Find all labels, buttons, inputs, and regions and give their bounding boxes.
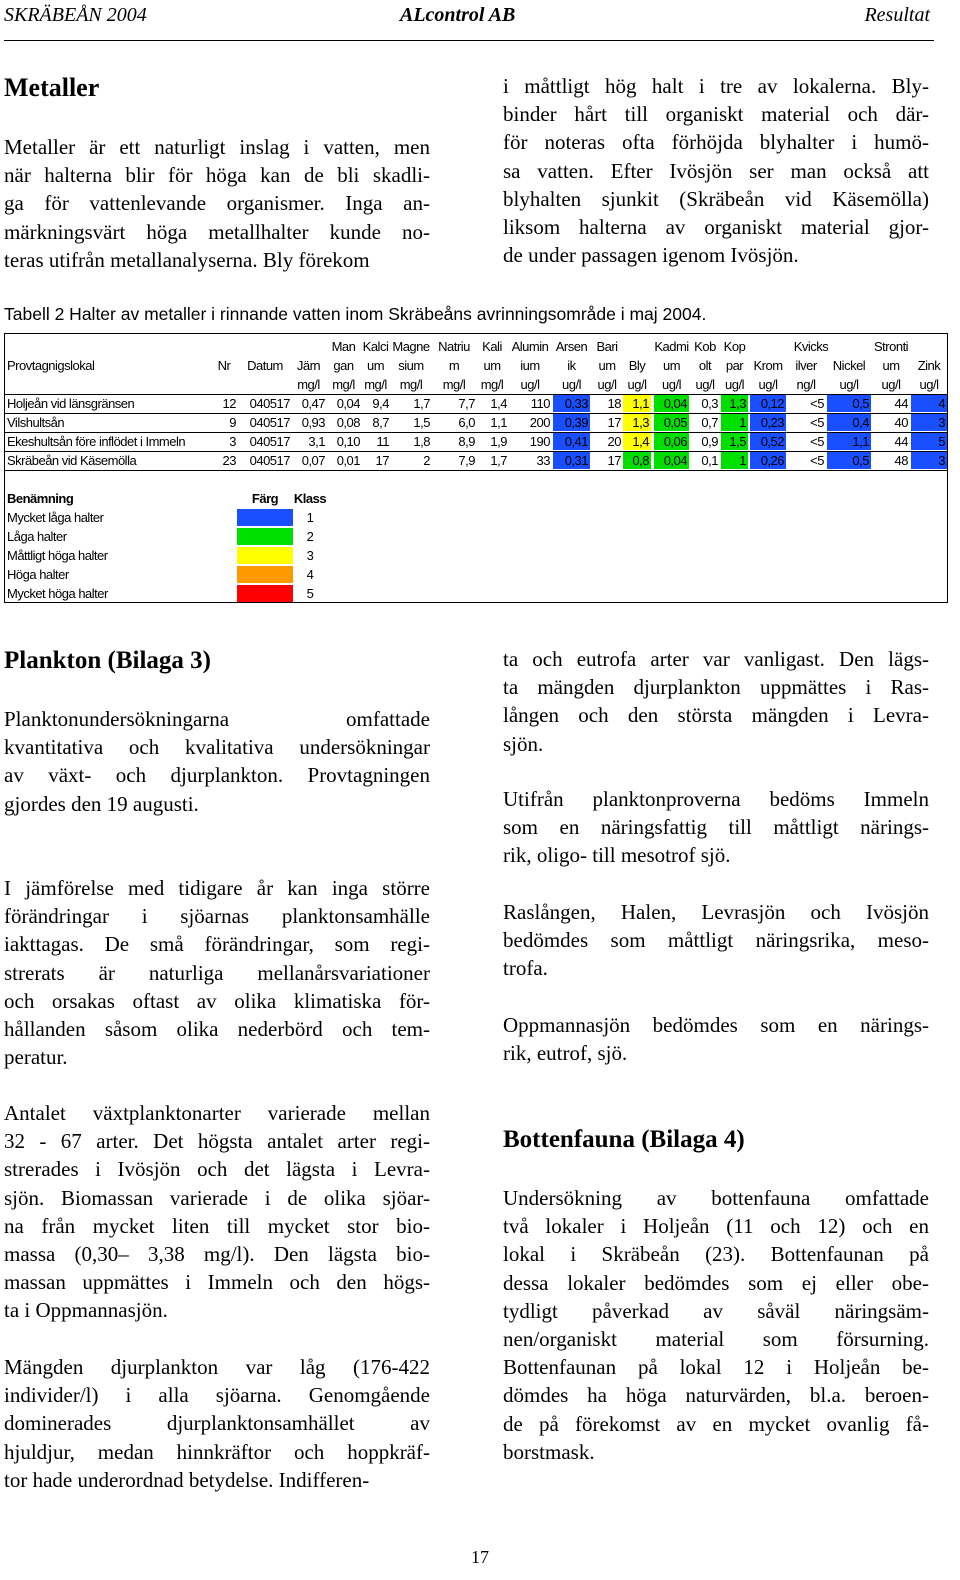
table-header-cell: um <box>882 358 900 373</box>
table-cell: 1,1 <box>490 415 507 430</box>
legend-klass: 3 <box>306 548 314 563</box>
header-right: Resultat <box>864 4 930 26</box>
table-header-cell: olt <box>698 358 712 373</box>
table-caption: Tabell 2 Halter av metaller i rinnande vatten inom Skräbeåns avrinningsområde i maj 2004. <box>4 304 707 324</box>
plankton-right-paragraph-4 <box>503 1011 929 1067</box>
table-cell: 0,39 <box>553 414 590 431</box>
table-cell: 0,07 <box>301 453 325 468</box>
table-cell: 3 <box>229 434 236 449</box>
table-row-label: Ekeshultsån före inflödet i Immeln <box>7 434 186 449</box>
table-cell: 040517 <box>249 453 290 468</box>
table-cell: 0,5 <box>827 452 871 469</box>
table-cell: 3,1 <box>308 434 325 449</box>
table-header-cell: gan <box>333 358 354 373</box>
legend-klass: 4 <box>306 567 314 582</box>
table-cell: 0,33 <box>553 395 590 412</box>
table-cell: 0,04 <box>654 452 689 469</box>
table-header-cell: Zink <box>917 358 941 373</box>
bottenfauna-paragraph <box>503 1184 929 1466</box>
text-line: Planktonundersökningarna omfattade <box>4 707 430 731</box>
plankton-right-paragraph-1 <box>503 645 929 758</box>
table-cell: 1 <box>721 452 748 469</box>
text-line: nen/organiskt material som försurning. <box>503 1327 929 1352</box>
table-row-label: Holjeån vid länsgränsen <box>7 396 135 411</box>
text-line: trofa. <box>503 956 548 981</box>
text-line: massa (0,30– 3,38 mg/l). Den lägsta bio- <box>4 1242 430 1267</box>
legend-header-benamning: Benämning <box>7 491 74 506</box>
table-cell: 0,8 <box>623 452 651 469</box>
text-line: när halterna blir för höga kan de bli skadli- <box>4 163 430 188</box>
table-cell: 33 <box>536 453 550 468</box>
legend-color-swatch <box>237 509 293 526</box>
table-cell: 1,5 <box>413 415 430 430</box>
text-line: Utifrån planktonproverna bedöms Immeln <box>503 787 929 811</box>
legend-color-swatch <box>237 585 293 602</box>
text-line: rik, eutrof, sjö. <box>503 1041 628 1066</box>
table-cell: 4 <box>911 395 947 412</box>
table-cell: 1,3 <box>721 395 748 412</box>
table-header-cell: sium <box>398 358 424 373</box>
table-header-cell: Kalci <box>362 339 389 354</box>
table-cell: 40 <box>894 415 908 430</box>
text-line: ta mängden djurplankton uppmättes i Ras- <box>503 675 929 700</box>
text-line: kvantitativa och kvalitativa undersökningar <box>4 735 430 760</box>
table-header-cell: ium <box>520 358 540 373</box>
table-cell: 8,7 <box>372 415 389 430</box>
text-line: na från mycket liten till mycket stor bio- <box>4 1213 430 1238</box>
text-line: borstmask. <box>503 1439 595 1464</box>
text-line: Raslången, Halen, Levrasjön och Ivösjön <box>503 900 929 924</box>
text-line: I jämförelse med tidigare år kan inga större <box>4 876 430 900</box>
table-header-cell: ug/l <box>695 377 715 392</box>
text-line: som en näringsfattig till måttligt närings- <box>503 815 929 840</box>
table-header-cell: Arsen <box>555 339 588 354</box>
table-cell: 8,9 <box>458 434 475 449</box>
table-cell: 0,41 <box>553 433 590 450</box>
text-line: Bottenfaunan på lokal 12 i Holjeån be- <box>503 1355 929 1380</box>
table-header-cell: Kob <box>694 339 716 354</box>
table-header-cell: ug/l <box>520 377 540 392</box>
text-line: strerades i Ivösjön och det lägsta i Levra- <box>4 1157 430 1182</box>
legend-label: Mycket höga halter <box>7 586 108 601</box>
table-cell: 0,1 <box>701 453 718 468</box>
table-header-cell: ug/l <box>627 377 647 392</box>
table-header-cell: Kvicks <box>793 339 829 354</box>
text-line: lången och den största mängden i Levra- <box>503 703 929 728</box>
table-cell: 0,7 <box>701 415 718 430</box>
table-cell: 3 <box>911 414 947 431</box>
table-header-cell: Provtagnigslokal <box>7 358 95 373</box>
table-header-cell: Järn <box>296 358 321 373</box>
metaller-left-text <box>4 133 430 274</box>
table-header-cell: Stronti <box>874 339 909 354</box>
table-cell: 1,7 <box>490 453 507 468</box>
table-header-cell: ug/l <box>881 377 901 392</box>
table-cell: 1,3 <box>623 414 651 431</box>
table-cell: <5 <box>810 434 824 449</box>
table-cell: 0,12 <box>750 395 786 412</box>
table-header-cell: um <box>366 358 385 373</box>
table-cell: 44 <box>894 396 908 411</box>
legend-label: Mycket låga halter <box>7 510 104 525</box>
plankton-paragraph-1 <box>4 705 430 818</box>
table-cell: 0,05 <box>654 414 689 431</box>
table-cell: 0,01 <box>336 453 360 468</box>
table-cell: 17 <box>607 415 621 430</box>
table-header-cell: mg/l <box>332 377 355 392</box>
table-cell: 0,4 <box>827 414 871 431</box>
text-line: Mängden djurplankton var låg (176-422 <box>4 1355 430 1379</box>
legend-header-farg: Färg <box>251 491 279 506</box>
table-header-cell: ilver <box>795 358 817 373</box>
table-row-label: Vilshultsån <box>7 415 65 430</box>
legend-label: Höga halter <box>7 567 69 582</box>
legend-color-swatch <box>237 528 293 545</box>
table-cell: <5 <box>810 415 824 430</box>
table-header-cell: Kadmi <box>654 339 689 354</box>
text-line: tor hade underordnad betydelse. Indifferen- <box>4 1467 370 1492</box>
text-line: två lokaler i Holjeån (11 och 12) och en <box>503 1214 929 1239</box>
table-cell: 1,1 <box>623 395 651 412</box>
table-cell: 7,7 <box>458 396 475 411</box>
table-cell: 1,8 <box>413 434 430 449</box>
text-line: blyhalten sjunkit (Skräbeån vid Käsemölla) <box>503 186 929 211</box>
plankton-right-paragraph-3 <box>503 898 929 983</box>
legend-header-klass: Klass <box>293 491 327 506</box>
table-cell: 9,4 <box>372 396 389 411</box>
text-line: Oppmannasjön bedömdes som en närings- <box>503 1013 929 1037</box>
metaller-heading: Metaller <box>4 73 100 102</box>
table-cell: 0,26 <box>750 452 786 469</box>
table-cell: 0,06 <box>654 433 689 450</box>
table-header-cell: mg/l <box>297 377 320 392</box>
table-header-cell: um <box>598 358 616 373</box>
text-line: peratur. <box>4 1045 68 1070</box>
text-line: Metaller är ett naturligt inslag i vatten, men <box>4 135 430 159</box>
legend-color-swatch <box>237 547 293 564</box>
table-cell: 110 <box>530 396 550 411</box>
table-header-cell: par <box>725 358 744 373</box>
text-line: hjuldjur, medan hinnkräftor och hoppkräf- <box>4 1439 430 1464</box>
text-line: strerats är naturliga mellanårsvariationer <box>4 960 430 985</box>
text-line: de under passagen igenom Ivösjön. <box>503 243 799 268</box>
legend-color-swatch <box>237 566 293 583</box>
plankton-paragraph-2 <box>4 874 430 1071</box>
table-cell: 0,5 <box>827 395 871 412</box>
table-cell: 6,0 <box>458 415 475 430</box>
text-line: sa vatten. Efter Ivösjön ser man också att <box>503 158 929 183</box>
table-cell: 2 <box>423 453 430 468</box>
legend-klass: 1 <box>306 510 314 525</box>
header-center: ALcontrol AB <box>400 4 516 26</box>
table-cell: 11 <box>376 434 389 449</box>
plankton-paragraph-3 <box>4 1099 430 1325</box>
text-line: bedömdes som måttligt näringsrika, meso- <box>503 928 929 953</box>
table-cell: 0,04 <box>654 395 689 412</box>
table-header-cell: ug/l <box>562 377 581 392</box>
table-cell: 0,3 <box>701 396 718 411</box>
text-line: dominerades djurplanktonsamhället av <box>4 1411 430 1436</box>
table-header-cell: Nickel <box>832 358 866 373</box>
legend-klass: 5 <box>306 586 314 601</box>
table-cell: 17 <box>375 453 389 468</box>
table-cell: 0,23 <box>750 414 786 431</box>
table-header-cell: um <box>483 358 501 373</box>
text-line: ga för vattenlevande organismer. Inga an- <box>4 191 430 216</box>
table-cell: 3 <box>911 452 947 469</box>
table-cell: 1,4 <box>623 433 651 450</box>
plankton-paragraph-4 <box>4 1353 430 1494</box>
table-header-cell: mg/l <box>364 377 387 392</box>
table-cell: 040517 <box>249 434 290 449</box>
metaller-right-text <box>503 72 929 269</box>
table-header-cell: Kop <box>723 339 746 354</box>
table-header-cell: Bly <box>628 358 646 373</box>
text-line: iakttagas. De små förändringar, som regi- <box>4 932 430 957</box>
table-cell: 9 <box>229 415 236 430</box>
table-header-cell: mg/l <box>399 377 423 392</box>
table-cell: 1,5 <box>721 433 748 450</box>
table-cell: <5 <box>810 396 824 411</box>
text-line: Antalet växtplanktonarter varierade mellan <box>4 1101 430 1125</box>
text-line: hållanden såsom olika nederbörd och tem- <box>4 1017 430 1042</box>
text-line: tydligt påverkad av såväl näringsäm- <box>503 1298 929 1323</box>
table-header-cell: Man <box>331 339 356 354</box>
table-cell: 1,1 <box>827 433 871 450</box>
text-line: förändringar i sjöarnas planktonsamhälle <box>4 904 430 929</box>
table-cell: 0,93 <box>301 415 325 430</box>
text-line: lokal i Skräbeån (23). Bottenfaunan på <box>503 1242 929 1267</box>
text-line: märkningsvärt höga metallhalter kunde no- <box>4 219 430 244</box>
table-cell: 12 <box>222 396 236 411</box>
text-line: 32 - 67 arter. Det högsta antalet arter regi- <box>4 1129 430 1154</box>
text-line: sjön. <box>503 731 544 756</box>
table-cell: 0,52 <box>750 433 786 450</box>
text-line: liksom halterna av organiskt material gjor- <box>503 215 929 240</box>
plankton-heading: Plankton (Bilaga 3) <box>4 647 211 674</box>
table-cell: 18 <box>607 396 621 411</box>
text-line: de på förekomst av en mycket ovanlig få- <box>503 1411 929 1436</box>
table-cell: 200 <box>529 415 550 430</box>
table-header-cell: ug/l <box>725 377 744 392</box>
table-bottom-rule <box>5 470 947 471</box>
table-header-cell: Bari <box>596 339 618 354</box>
text-line: sjön. Biomassan varierade i de olika sjöar- <box>4 1185 430 1210</box>
table-header-cell: m <box>448 358 460 373</box>
table-header-cell: Natriu <box>438 339 470 354</box>
text-line: massan uppmättes i Immeln och den högs- <box>4 1270 430 1295</box>
legend-klass: 2 <box>306 529 314 544</box>
bottenfauna-heading: Bottenfauna (Bilaga 4) <box>503 1126 745 1153</box>
table-cell: 0,08 <box>336 415 360 430</box>
text-line: för noteras ofta förhöjda blyhalter i humö- <box>503 130 929 155</box>
table-cell: 1 <box>721 414 748 431</box>
text-line: binder hårt till organiskt material och där- <box>503 102 929 127</box>
table-header-cell: Kali <box>482 339 502 354</box>
table-cell: 44 <box>894 434 908 449</box>
table-cell: 040517 <box>249 396 290 411</box>
table-cell: 1,9 <box>490 434 507 449</box>
table-header-cell: ng/l <box>796 377 816 392</box>
page-header <box>0 0 960 42</box>
text-line: rik, oligo- till mesotrof sjö. <box>503 843 731 868</box>
metals-table <box>4 333 948 603</box>
table-cell: 17 <box>607 453 621 468</box>
table-header-cell: ik <box>567 358 576 373</box>
text-line: i måttligt hög halt i tre av lokalerna. Bly- <box>503 74 929 98</box>
page-number: 17 <box>471 1547 489 1567</box>
table-cell: 040517 <box>249 415 290 430</box>
table-cell: 5 <box>911 433 947 450</box>
text-line: ta och eutrofa arter var vanligast. Den lägs- <box>503 647 929 671</box>
text-line: individer/l) i alla sjöarna. Genomgående <box>4 1383 430 1408</box>
header-left: SKRÄBEÅN 2004 <box>4 4 147 26</box>
legend-label: Låga halter <box>7 529 67 544</box>
table-cell: 190 <box>529 434 550 449</box>
table-header-cell: ug/l <box>839 377 859 392</box>
table-header-cell: mg/l <box>480 377 504 392</box>
table-cell: 0,31 <box>553 452 590 469</box>
text-line: och orsakas oftast av olika klimatiska för- <box>4 988 430 1013</box>
legend-label: Måttligt höga halter <box>7 548 108 563</box>
text-line: dessa lokaler bedömdes som ej eller obe- <box>503 1270 929 1295</box>
header-rule <box>4 40 934 41</box>
table-cell: 20 <box>607 434 621 449</box>
table-cell: 0,9 <box>701 434 718 449</box>
table-header-cell: Datum <box>247 358 283 373</box>
table-header-cell: ug/l <box>597 377 617 392</box>
table-cell: 1,4 <box>490 396 507 411</box>
table-header-cell: Krom <box>753 358 783 373</box>
text-line: dömdes ha höga naturvärden, bl.a. beroen- <box>503 1383 929 1408</box>
text-line: teras utifrån metallanalyserna. Bly förekom <box>4 247 370 272</box>
text-line: ta i Oppmannasjön. <box>4 1298 168 1323</box>
table-header-cell: Nr <box>217 358 231 373</box>
table-header-cell: ug/l <box>758 377 778 392</box>
table-header-cell: Magne <box>392 339 430 354</box>
table-cell: 0,47 <box>301 396 325 411</box>
table-cell: 23 <box>222 453 236 468</box>
table-header-cell: ug/l <box>919 377 939 392</box>
text-line: gjordes den 19 augusti. <box>4 791 199 816</box>
table-header-cell: mg/l <box>442 377 466 392</box>
plankton-right-paragraph-2 <box>503 785 929 870</box>
table-cell: 0,10 <box>336 434 360 449</box>
table-header-cell: Alumin <box>511 339 549 354</box>
table-header-cell: um <box>662 358 681 373</box>
table-header-cell: ug/l <box>662 377 681 392</box>
text-line: Undersökning av bottenfauna omfattade <box>503 1186 929 1210</box>
table-cell: <5 <box>810 453 824 468</box>
table-cell: 1,7 <box>413 396 430 411</box>
table-cell: 48 <box>894 453 908 468</box>
table-cell: 0,04 <box>336 396 360 411</box>
text-line: av växt- och djurplankton. Provtagningen <box>4 763 430 788</box>
table-cell: 7,9 <box>458 453 475 468</box>
table-row-label: Skräbeån vid Käsemölla <box>7 453 137 468</box>
